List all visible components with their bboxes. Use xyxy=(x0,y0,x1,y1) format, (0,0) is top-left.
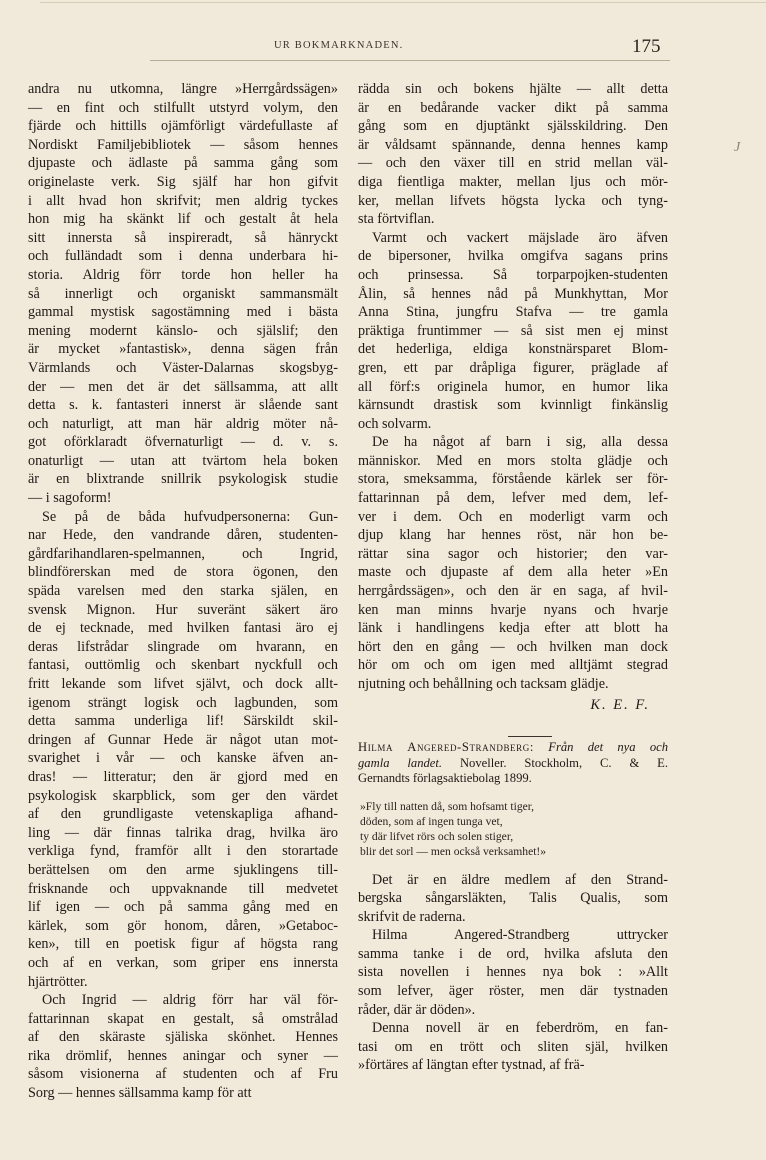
text-line: lif igen — och på samma gång med en xyxy=(28,899,338,916)
section-divider xyxy=(508,736,552,737)
page-number: 175 xyxy=(632,36,661,57)
text-line: ver i dem. Och en moderligt varm och xyxy=(358,508,668,525)
text-line: skrifvit de raderna. xyxy=(358,908,466,925)
poem-line: döden, som af ingen tunga vet, xyxy=(360,814,503,828)
text-line: gammal mystisk sagostämning med i bästa xyxy=(28,304,338,321)
text-line: berättelsen om den arme sjuklingens till- xyxy=(28,861,338,878)
review-section xyxy=(358,740,668,1075)
text-line: — och den växer till en strid mellan väl- xyxy=(358,155,668,172)
poem-line: »Fly till natten då, som hofsamt tiger, xyxy=(360,799,535,813)
text-line: onaturligt — utan att tvärtom hela boken xyxy=(28,452,338,469)
review-body xyxy=(358,871,668,1076)
text-line: och prinsessa. Så torparpojken-studenten xyxy=(358,266,668,283)
text-line: sitt innersta så inspireradt, så hänryckt xyxy=(28,229,338,246)
text-line: fjärde och hittills ojämförligt värdefullaste af xyxy=(28,118,338,135)
text-line: got oförklaradt öfvernaturligt — d. v. s. xyxy=(28,434,338,451)
text-line: Anna Stina, jungfru Stafva — tre gamla xyxy=(358,304,668,321)
text-line: fantasi, outtömlig och skenbart nyckfull och xyxy=(28,657,338,674)
text-line: detta s. k. fantasteri innerst är slående sant xyxy=(28,397,338,414)
text-line: hört den en gång — och hvilken man dock xyxy=(358,638,668,655)
text-line: dringen af Gunnar Hede är något utan mot- xyxy=(28,731,338,748)
text-line: Det är en äldre medlem af den Strand- xyxy=(372,871,668,888)
text-line: svarighet i vår — och kanske äfven an- xyxy=(28,750,338,767)
text-line: herrgårdssägen», och den är en saga, af hvil- xyxy=(358,583,668,600)
review-publisher: Gernandts förlagsaktiebolag 1899. xyxy=(358,771,532,785)
text-line: maste och djupaste af dem alla heter »En xyxy=(358,564,668,581)
text-line: råder, där är döden». xyxy=(358,1001,476,1018)
text-line: som lefver, äger röster, men där tystnaden xyxy=(358,983,668,1000)
text-line: hör om och om igen med alltjämt stegrad xyxy=(358,657,668,674)
text-line: kärlek, som gör honom, dåren, »Getaboc- xyxy=(28,917,338,934)
text-line: rädda sin och bokens hjälte — allt detta xyxy=(358,81,668,97)
text-line: Sorg — hennes sällsamma kamp för att xyxy=(28,1085,252,1102)
text-line: storia. Aldrig förr torde hon heller ha xyxy=(28,266,338,283)
text-line: späda varelsen med den starka själen, en xyxy=(28,583,338,600)
text-line: fattarinnan på dem, lefver med dem, lef- xyxy=(358,490,668,507)
text-line: är våldsamt spännande, denna hennes kamp xyxy=(358,136,668,153)
text-line: — i sagoform! xyxy=(28,490,112,507)
text-line: detta samma underliga lif! Särskildt skil- xyxy=(28,713,338,730)
text-line: och solvarm. xyxy=(358,415,432,432)
text-line: är en blixtrande snillrik psykologisk studie xyxy=(28,471,338,488)
review-author: Hilma Angered-Strandberg: xyxy=(358,740,534,754)
text-line: stora, smeksamma, förstående kärlek ser för- xyxy=(358,471,668,488)
text-line: kärnsundt drastisk som kvinnligt finkänslig xyxy=(358,397,668,414)
text-line: gårdfarihandlaren-spelmannen, och Ingrid, xyxy=(28,545,338,562)
text-line: rättar sina sagor och historier; den var- xyxy=(358,545,668,562)
text-line: hjärtrötter. xyxy=(28,973,88,990)
text-line: tasi om en trött och sliten själ, hvilken xyxy=(358,1038,668,1055)
text-line: deras lifstrådar slingrade om hvarann, en xyxy=(28,638,338,655)
text-line: ken», till en poetisk figur af högsta rang xyxy=(28,936,338,953)
poem-line: blir det sorl — men också verksamhet!» xyxy=(360,844,547,858)
review-book-title: Från det nya och xyxy=(548,740,669,754)
pencil-mark: J xyxy=(734,140,741,155)
text-line: psykologisk skarpblick, som ger den värdet xyxy=(28,787,338,804)
text-line: »förtäres af längtan efter tystnad, af frä- xyxy=(358,1057,585,1074)
text-line: De ha något af barn i sig, alla dessa xyxy=(372,434,668,451)
text-line: är en bedårande vacker dikt på samma xyxy=(358,99,668,116)
text-line: blindförerskan med de stora ögonen, den xyxy=(28,564,338,581)
text-line: Hilma Angered-Strandberg uttrycker xyxy=(372,927,668,944)
text-line: Denna novell är en feberdröm, en fan- xyxy=(372,1020,668,1037)
text-line: ken man minns hvarje nyans och hvarje xyxy=(358,601,668,618)
text-line: det hederliga, eldiga konstnärsparet Blom- xyxy=(358,341,668,358)
text-line: mening modernt känslo- och själslif; den xyxy=(28,322,338,339)
text-line: de ej tecknade, med hvilken fantasi äro ej xyxy=(28,620,338,637)
running-head: UR BOKMARKNADEN. xyxy=(274,40,404,51)
text-line: och fulländadt som i denna underbara hi- xyxy=(28,248,338,265)
text-line: der — men det är det sällsamma, att allt xyxy=(28,378,338,395)
text-line: sista novellen i hennes nya bok : »Allt xyxy=(358,964,668,981)
text-line: verkliga fynd, framför allt i den storartade xyxy=(28,843,338,860)
text-line: ker, mellan lifvets högsta lycka och tyng- xyxy=(358,192,668,209)
review-poem xyxy=(358,799,668,859)
text-line: bergska sångarsläkten, Talis Qualis, som xyxy=(358,890,668,907)
text-line: nar Hede, den vandrande dåren, studenten- xyxy=(28,527,338,544)
text-line: andra nu utkomna, längre »Herrgårdssägen» xyxy=(28,81,338,97)
text-line: af den grundligaste vetenskapliga afhand- xyxy=(28,806,338,823)
text-line: och naturligt, att man här aldrig möter nå- xyxy=(28,415,338,432)
text-line: svensk Mignon. Hur suveränt säkert äro xyxy=(28,601,338,618)
text-line: rika drömlif, hennes aningar och syner — xyxy=(28,1047,338,1064)
text-line: och af en verkan, som griper ens innersta xyxy=(28,954,338,971)
top-edge-rule xyxy=(40,2,766,3)
text-line: i allt hvad hon skrifvit; men aldrig tyckes xyxy=(28,192,338,209)
text-line: djup klang har hennes röst, när hon be- xyxy=(358,527,668,544)
text-line: djupaste och ädlaste på samma gång som xyxy=(28,155,338,172)
right-column-text xyxy=(358,80,668,694)
text-line: hon mig ha skänkt lif och gestalt åt hela xyxy=(28,211,338,228)
right-column xyxy=(358,80,668,737)
text-line: de bipersoner, hvilka omgifva sagans prins xyxy=(358,248,668,265)
text-line: njutning och behållning och tacksam glädje. xyxy=(358,676,609,692)
text-line: frisknande och uppvaknande till medvetet xyxy=(28,880,338,897)
text-line: gång som en djuptänkt själsskildring. Den xyxy=(358,118,668,135)
text-line: så innerligt och organiskt sammansmält xyxy=(28,285,338,302)
review-citation-details: Noveller. Stockholm, C. & E. xyxy=(459,755,669,770)
text-line: fritt lekande som lifvet självt, och dock allt- xyxy=(28,676,338,692)
text-line: Värmlands och Väster-Dalarnas skogsbyg- xyxy=(28,359,338,376)
review-citation xyxy=(358,740,668,787)
text-line: såsom visionerna af studenten och af Fru xyxy=(28,1066,338,1083)
text-line: samma tanke i de ord, hvilka afsluta den xyxy=(358,945,668,962)
text-line: länk i handlingens kedja efter att blott ha xyxy=(358,620,668,637)
text-line: människor. Med en mors stolta glädje och xyxy=(358,452,668,469)
text-line: ling — där finnas talrika drag, hvilka äro xyxy=(28,824,338,841)
text-line: igenom strängt logisk och lagbunden, som xyxy=(28,694,338,711)
text-line: Se på de båda hufvudpersonerna: Gun- xyxy=(42,508,338,525)
review-book-title-cont: gamla landet. xyxy=(358,755,443,770)
text-line: all förf:s originela humor, en humor lika xyxy=(358,378,668,395)
text-line: präktiga fruntimmer — så sist men ej minst xyxy=(358,322,668,339)
text-line: fattarinnan skapat en gestalt, så omstrålad xyxy=(28,1010,338,1027)
poem-line: ty där lifvet rörs och solen stiger, xyxy=(360,829,514,843)
text-line: gren, ett par dråpliga figurer, präglade af xyxy=(358,359,668,376)
text-line: Ålin, så hennes nåd på Munkhyttan, Mor xyxy=(358,285,668,302)
text-line: Varmt och vackert mäjslade äro äfven xyxy=(372,229,668,246)
text-line: — en fint och stilfullt utstyrd volym, den xyxy=(28,99,338,116)
text-line: diga fientliga makter, mellan ljus och mör- xyxy=(358,173,668,190)
header-rule xyxy=(150,60,670,61)
text-line: är mycket »fantastisk», denna sägen från xyxy=(28,341,338,358)
signature: K. E. F. xyxy=(590,696,650,713)
left-column xyxy=(28,80,338,1103)
text-line: Och Ingrid — aldrig förr har väl för- xyxy=(42,992,338,1009)
text-line: Nordiskt Familjebibliotek — såsom hennes xyxy=(28,136,338,153)
text-line: originelaste verk. Sig själf har hon gifvit xyxy=(28,173,338,190)
text-line: dras! — litteratur; den är gjord med en xyxy=(28,768,338,785)
text-line: af den skäraste själiska skönhet. Hennes xyxy=(28,1029,338,1046)
text-line: sta förtviflan. xyxy=(358,211,435,228)
